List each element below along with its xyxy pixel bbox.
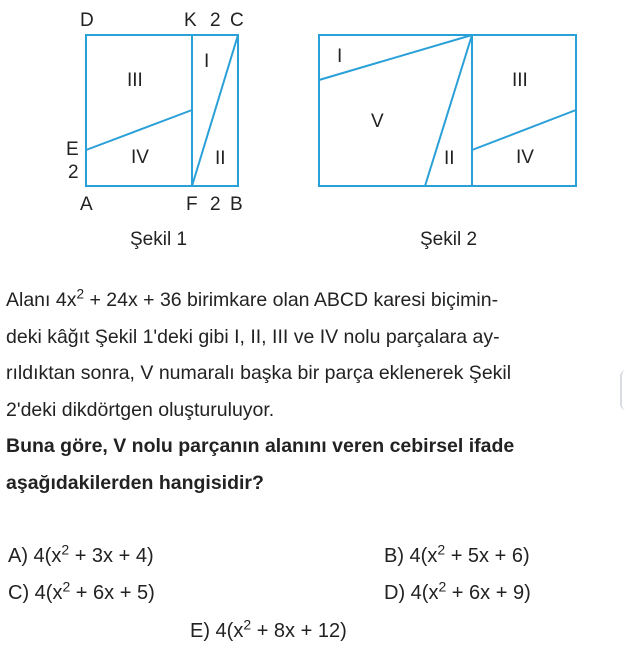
question-line-4: 2'deki dikdörtgen oluşturuluyor. [6, 398, 275, 421]
region-ii-fig2: II [444, 148, 455, 169]
segment-ea-label: 2 [68, 162, 79, 183]
vertex-d: D [80, 10, 94, 31]
caption-figure-1: Şekil 1 [130, 229, 188, 250]
segment-fb-label: 2 [210, 194, 221, 215]
vertex-f: F [186, 194, 198, 215]
vertex-k: K [184, 10, 197, 31]
question-line-3: rıldıktan sonra, V numaralı başka bir parça eklenerek Şekil [6, 362, 512, 384]
region-iv-fig2: IV [516, 147, 534, 168]
option-e[interactable]: E) $4(x^2 + 8x + 12)$ [190, 616, 347, 642]
vertex-b: B [230, 194, 243, 215]
option-c[interactable]: C) $4(x^2 + 6x + 5)$ [8, 578, 155, 604]
line-right-cut [472, 110, 576, 150]
segment-kc-label: 2 [210, 10, 221, 31]
region-iii: III [127, 70, 143, 91]
region-iv: IV [131, 147, 149, 168]
region-i: I [204, 51, 210, 72]
region-ii: II [215, 148, 226, 169]
question-prompt-line-1: Buna göre, V nolu parçanın alanını veren cebirsel ifade [6, 435, 515, 457]
option-d[interactable]: D) $4(x^2 + 6x + 9)$ [384, 578, 531, 604]
option-b[interactable]: B) $4(x^2 + 5x + 6)$ [384, 541, 530, 567]
caption-figure-2: Şekil 2 [420, 229, 478, 250]
page-edge-decoration [620, 370, 626, 410]
option-a[interactable]: A) $4(x^2 + 3x + 4)$ [8, 541, 154, 567]
line-e-cut [86, 110, 192, 150]
figure-svg [0, 0, 626, 260]
vertex-c: C [230, 10, 244, 31]
question-prompt-line-2: aşağıdakilerden hangisidir? [6, 471, 264, 494]
region-iii-fig2: III [512, 70, 528, 91]
vertex-e: E [66, 139, 79, 160]
region-i-fig2: I [337, 46, 343, 67]
question-line-1: Alanı $4x^2 + 24x + 36$ birimkare olan ABCD karesi biçimin- [6, 286, 499, 311]
vertex-a: A [80, 194, 93, 215]
question-text [6, 282, 622, 501]
figures-area [0, 0, 626, 260]
question-line-2: deki kâğıt Şekil 1'deki gibi I, II, III ve IV nolu parçalara ay- [6, 325, 500, 348]
region-v: V [371, 111, 384, 132]
